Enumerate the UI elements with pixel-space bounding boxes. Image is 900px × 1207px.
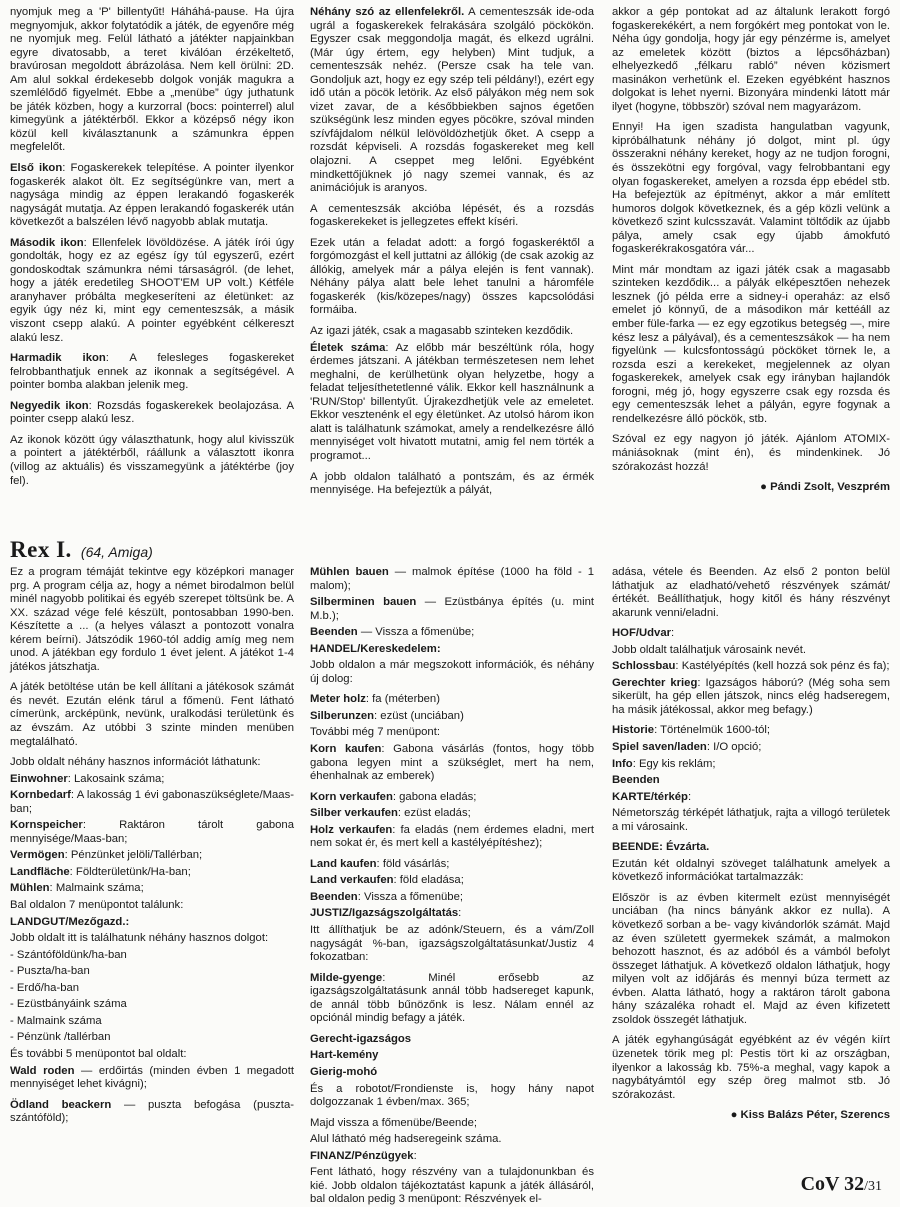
paragraph [612,121,890,256]
paragraph [10,434,294,488]
term-label: Harmadik ikon [10,352,106,365]
term-label: Historie [612,724,655,737]
page-footer [801,1172,882,1196]
column-3-bottom [612,566,890,1122]
paragraph-text: A játék betöltése után be kell állítani a játékosok számát és nevét. Ezután elénk tárul a főmenü. Fent látható címerünk, arcképünk, nevünk, uralkodási területünk és az évszám. Az utóbbi 3 szinte minden menüben megtalálható. [10,681,294,748]
paragraph-text: Először is az évben kitermelt ezüst mennyiségét unciában (ha nincs bányánk akkor ez nulla). A következő sorban a be- vagy kivándorlók számát. Majd az éven született gyermekek számát, a malmokon behozott hasznot, és az adóból és a vámból befolyt összeget láthatjuk. A következő oldalon láthatjuk, hogy milyen volt az időjárás és mennyi búza termett az évben. Alatta látható, hogy a raktáron tárolt gabona hány százaléka rohadt el. Majd az éven kifizetett zsoldok összegét láthatjuk. [612,891,890,1026]
term-label: Einwohner [10,772,68,785]
paragraph-text: - Erdő/ha-ban [10,981,80,994]
paragraph-text: Németország térképét láthatjuk, rajta a villogó területek a mi városaink. [612,807,890,833]
paragraph [612,644,890,658]
paragraph [612,807,890,834]
paragraph [612,627,890,641]
paragraph-text: : [687,790,692,803]
paragraph-text: Ezután két oldalnyi szöveget találhatunk amelyek a következő információkat tartalmazzák: [612,857,890,884]
article-subtitle: (64, Amiga) [80,544,153,560]
paragraph [10,6,294,155]
paragraph-text: Szóval ez egy nagyon jó játék. Ajánlom ATOMIX-mániásoknak (mint én), és mindenkinek. Jó szórakozást hozzá! [612,433,890,473]
paragraph-text: - Malmaink száma [10,1014,102,1027]
paragraph [310,1117,594,1131]
paragraph [310,858,594,872]
term-label: Holz verkaufen [310,823,393,836]
paragraph-text: — Vissza a főmenübe; [357,626,475,639]
paragraph-text: : Földterületünk/Ha-ban; [69,865,191,878]
paragraph-text: — erdőirtás (minden évben 1 megadott mennyiséget lehet kivágni); [10,1064,294,1091]
paragraph-text: : A felesleges fogaskereket felrobbanthatjuk ennek az ikonnak a segítségével. A pointer bomba alakban jelenik meg. [10,352,294,392]
paragraph [310,1150,594,1164]
paragraph [10,1031,294,1045]
paragraph [310,1049,594,1063]
paragraph [612,741,890,755]
term-label: Info [612,757,633,770]
paragraph [310,743,594,784]
paragraph-text: : Történelmük 1600-tól; [654,724,771,737]
paragraph-text: : fa eladás (nem érdemes eladni, mert nem sokat ér, és mert kell a kastélyépítéshez); [310,823,594,850]
paragraph-text: akkor a gép pontokat ad az általunk lerakott forgó fogaskerekékért, a nem forgókért meg pontokat von le. Néha úgy gondolja, hogy jár egy pénzérme is, amelyet az emeletek között (biztos a lépcsőházban) elhelyezkedő „félkaru rabló” néven közismert masinákon verhetünk el. Ezeken egyébként hasznos dolgokat is lehet nyerni. Bizonyára mindenki látott már ilyet (hogyne, többször) szóval nem magyarázom. [612,6,890,113]
paragraph [612,841,890,855]
article-title: Rex I. [10,537,72,562]
term-label: Milde-gyenge [310,971,383,984]
paragraph [10,400,294,427]
paragraph [612,566,890,620]
paragraph [310,824,594,851]
paragraph [10,352,294,393]
paragraph [10,789,294,816]
article-heading [10,536,300,564]
term-label: Kornbedarf [10,789,71,802]
paragraph-text: - Puszta/ha-ban [10,965,90,978]
term-label: Néhány szó az ellenfelekről. [310,6,465,18]
term-label: HOF/Udvar [612,627,672,640]
paragraph [310,1133,594,1147]
paragraph-text: : Pénzünket jelöli/Tallérban; [64,849,203,862]
column-2-bottom [310,566,595,1206]
paragraph-text: A játék egyhangúságát egyébként az év végén kiírt üzenetek törik meg pl: Pestis tört ki az országban, ilyenkor a lakosság kb. 75%-a meghal, vagy kapok a nagybátyámtól egy szép öreg malmot stb. Jó szórakozást. [612,1034,890,1101]
term-label: Silberunzen [310,709,375,722]
paragraph-text: : Lakosaink száma; [67,772,165,785]
term-label: KARTE/térkép [612,790,688,803]
paragraph [10,998,294,1012]
paragraph [612,660,890,674]
paragraph-text: Bal oldalon 7 menüpontot találunk: [10,899,184,912]
term-label: Korn verkaufen [310,790,393,803]
paragraph-text: : Minél erősebb az igazságszolgáltatásunk annál több hadsereget kapunk, de annál több bűnözőnk is lesz. Nálam ennél az opciónál mindig befagy a játék. [310,971,594,1025]
paragraph-text: - Szántóföldünk/ha-ban [10,948,127,961]
paragraph [612,791,890,805]
paragraph [612,433,890,474]
term-label: Gerechter krieg [612,676,698,689]
paragraph-text: : A lakosság 1 évi gabonaszükséglete/Maas-ban; [10,789,294,815]
term-label: LANDGUT/Mezőgazd.: [10,915,130,928]
paragraph [10,899,294,913]
paragraph [10,1065,294,1092]
paragraph [10,237,294,345]
paragraph [310,6,594,196]
term-label: Első ikon [10,162,63,175]
paragraph-text: : ezüst (unciában) [374,709,464,722]
term-label: Mühlen [10,882,50,895]
paragraph [310,874,594,888]
paragraph-text: nyomjuk meg a 'P' billentyűt! Háháhá-pause. Ha újra megnyomjuk, akkor folytatódik a játék, de egyenőre még ne nyomjuk meg. Felül látható a játékter napjainkban egyre divatosabb, a teret kiválóan érzékeltető, bravúrosan megoldott ábrázolása. Nem kell örülni: 2D. Am alul sokkal érdekesebb dolgok vonják magukra a szemlélődő figyelmét. Ebbe a „menübe” úgy juthatunk be játék közben, hogy a kurzorral (bocs: pointerrel) alul kimegyünk a játéktérből. Ekkor a középső négy ikon közül kell kiválasztanunk a számunkra éppen megfelelőt. [10,6,294,154]
paragraph [612,264,890,427]
paragraph-text: A cementeszsák ide-oda ugrál a fogaskerekek felrakására szolgáló pöckökön. Egyszer csak meggondolja magát, és elkezd ugrálni. (Már úgy értem, egy helyben) Mint tudjuk, a cementeszsák nehéz. (Persze csak ha tele van. Gondoljuk azt, hogy ez egy szép teli példány!), ezért egy idő után a pöcök letörik. Az első pályákon még nem sok vizet zavar, de a későbbiekben sajnos égetően szükségünk lesz minden egyes pöcökre, szóval minden szívfájdalom nélkül lelövöldözhetjük őket. A csepp a rozsdát képviseli. A rozsdás fogaskereket meg kell olajozni. A cseppet meg lelőni. Egyébként mindkettőjüknek jó nagy szemei vannak, és az animációjuk is aranyos. [310,6,594,195]
column-3-top [612,6,890,530]
paragraph [10,849,294,863]
author-signature [612,481,890,495]
paragraph [310,1166,594,1207]
paragraph [310,471,594,498]
term-label: Negyedik ikon [10,399,89,412]
paragraph-text: Mint már mondtam az igazi játék csak a magasabb szinteken kezdődik... a pályák elképesztően nehezek lesznek (jó példa erre a sidney-i operaház: az első emelet jó könnyű, de a másodikon már kettéáll az ember füle-farka — ez egy egzotikus betegség —, mire kész lesz a pályával), és a cementeszsákok — ha nem figyelünk — kulcsfontosságú pöcköket törnek le, a rozsda eszi a kerekeket, megjelennek az olyan fogaskerekek, amelyek csak egy irányban hajlandók forogni, még jó, hogy egyszerre csak egy rozsda és egy cementeszsák lehet a pályán, egyre fogynak a rendelkezésre álló pöckök, stb. [612,263,890,425]
paragraph-text: - Ezüstbányáink száma [10,998,127,1011]
paragraph-text: : fa (méterben) [365,693,440,706]
paragraph-text: A cementeszsák akcióba lépését, és a rozsdás fogaskerekeket is jellegzetes effekt kíséri. [310,202,594,229]
term-label: Meter holz [310,693,366,706]
paragraph [10,1015,294,1029]
paragraph-text: : Raktáron tárolt gabona mennyisége/Maas-ban; [10,819,294,845]
paragraph [612,858,890,885]
term-label: Vermögen [10,849,65,862]
paragraph-text: Majd vissza a főmenübe/Beende; [310,1116,478,1129]
paragraph [10,965,294,979]
paragraph-text: Fent látható, hogy részvény van a tulajdonunkban és kié. Jobb oldalon tájékoztatást kapunk a játék állásáról, bal oldalon pedig 3 menüpont: Részvények el- [310,1166,594,1206]
paragraph [10,916,294,930]
paragraph-text: : gabona eladás; [392,790,477,803]
column-1-top [10,6,294,530]
paragraph-text: : Vissza a főmenübe; [357,890,464,903]
paragraph-text: : föld eladása; [393,874,464,887]
paragraph-text: További még 7 menüpont: [310,726,440,739]
paragraph-text: : [458,907,462,920]
paragraph [310,807,594,821]
paragraph [612,892,890,1027]
paragraph [310,791,594,805]
paragraph-text: Jobb oldalt néhány hasznos információt láthatunk: [10,756,261,769]
paragraph-text: Ezek után a feladat adott: a forgó fogaskeréktől a forgómozgást el kell juttatni az állókig (de csak azokig az állókig, amelyek már a pálya elején is fent vannak). Néhány pálya alatt bele lehet tanulni a háromféle fogaskerék (kis/közepes/nagy) összes kapcsolódási formáiba. [310,236,594,317]
paragraph-text: Itt állíthatjuk be az adónk/Steuern, és a vám/Zoll nagyságát %-ban, igazságszolgáltatásunkat/Justiz 4 fokozatban: [310,924,594,964]
paragraph [10,882,294,896]
magazine-brand: CoV 32 [800,1173,865,1195]
term-label: Land kaufen [310,857,377,870]
term-label: Második ikon [10,236,84,249]
term-label: FINANZ/Pénzügyek [310,1149,414,1162]
paragraph [310,237,594,318]
paragraph-text: Jobb oldalt találhatjuk városaink nevét. [612,643,807,656]
paragraph [612,724,890,738]
paragraph-text: : Fogaskerekek telepítése. A pointer ilyenkor fogaskerék alakot ölt. Ez segítségünkre van, mert a nagysága mindig az éppen lerakandó fogaskerék nagyságát mutatja. Az éppen lerakandó fogaskerék után következőt a balszélen lévő nagyobb ablak mutatja. [10,162,295,229]
term-label: Silberminen bauen [310,596,417,609]
column-1-bottom [10,566,294,1125]
term-label: BEENDE: Évzárta. [612,841,710,854]
page-number: /31 [864,1179,882,1194]
term-label: Hart-kemény [310,1049,379,1062]
paragraph [612,758,890,772]
paragraph-text: Ennyi! Ha igen szadista hangulatban vagyunk, kipróbálhatunk néhány jó dolgot, mint pl. úgy összerakni néhány kereket, hogy az ne tudjon forogni, és összekötni egy forgóval, vagy felrobbantani egy olyan fogaskereket, amelyen a rozsda épp ebédel stb. Ha befejeztük az építményt, akkor a már említett humoros dolgok következnek, és a gép közli velünk a következő szint kulcsszavát. Valamint töltődik az újabb pálya, amely csak egy újabb ámokfutó fogaskerékrakosgatóra vár... [612,121,890,256]
term-label: Land verkaufen [310,874,394,887]
column-2-top [310,6,594,530]
paragraph [10,949,294,963]
term-label: HANDEL/Kereskedelem: [310,642,441,655]
paragraph [310,726,594,740]
paragraph-text: : Az előbb már beszéltünk róla, hogy érdemes játszani. A játékban természetesen nem lehet meghalni, de kerülhetünk olyan helyzetbe, hogy a feladat teljesíthetetlenné válik. Ekkor kell használnunk a 'RUN/Stop' billentyűt. Újrakezdhetjük vele az emeletet. Ekkor vesztenénk el egy életünket. Az utolsó három ikon alatt is találhatunk számokat, amely a rendelkezésre álló mennyiséget volt hivatott mutatni, amig fel nem törték a programot... [310,341,595,462]
paragraph-text: : Egy kis reklám; [632,757,716,770]
paragraph [310,1066,594,1080]
paragraph-text: adása, vétele és Beenden. Az első 2 ponton belül láthatjuk az eladható/vehető részvények számát/értékét. Beállíthatjuk, hogy kitől és hány részvényt akarunk venni/eladni. [612,566,890,619]
term-label: Silber verkaufen [310,807,398,820]
paragraph [10,932,294,946]
paragraph [10,982,294,996]
paragraph-text: És további 5 menüpontot bal oldalt: [10,1047,187,1060]
term-label: Mühlen bauen [310,566,389,578]
paragraph [10,866,294,880]
paragraph-text: — Ezüstbánya építés (u. mint M.b.); [310,596,594,622]
paragraph [10,756,294,770]
paragraph-text: : Igazságos háború? (Még soha sem sikerült, ha gép ellen játszok, nincs elég hadseregem, ha másik játékossal, akkor meg befagy.) [612,676,890,716]
paragraph [10,1048,294,1062]
term-label: Kornspeicher [10,819,83,832]
paragraph-text: : [413,1149,417,1162]
term-label: Beenden [310,626,358,639]
paragraph [310,626,594,640]
paragraph [310,203,594,230]
paragraph [310,972,594,1026]
paragraph [10,773,294,787]
paragraph-text: Alul látható még hadseregeink száma. [310,1133,502,1146]
paragraph [310,710,594,724]
paragraph-text: : Kastélyépítés (kell hozzá sok pénz és fa); [675,660,890,673]
paragraph [310,891,594,905]
term-label: Gierig-mohó [310,1065,378,1078]
paragraph-text: A jobb oldalon található a pontszám, és az érmék mennyisége. Ha befejeztük a pályát, [310,470,594,497]
term-label: Spiel saven/laden [612,741,707,754]
paragraph-text: - Pénzünk /tallérban [10,1031,111,1044]
paragraph [10,566,294,674]
paragraph [10,819,294,846]
paragraph-text: : Gabona vásárlás (fontos, hogy több gabona legyen mint a szükséglet, mert ha nem, éhenhalnak az emberek) [310,743,595,783]
paragraph [10,681,294,749]
term-label: Ödland beackern [10,1098,112,1111]
paragraph [310,566,594,593]
paragraph [310,1083,594,1110]
paragraph [612,1034,890,1102]
paragraph [310,342,594,464]
paragraph [612,6,890,114]
paragraph-text: : Ellenfelek lövöldözése. A játék írói úgy gondolták, hogy ez az egész így túl egyszerű, ezért gondoskodtak számunkra némi társaságról. (de lehet, hogy a játék eredetileg SHOOT'EM UP volt.) Kétféle aranyhaver próbálta megkeseríteni az életünket: az egyik úgy néz ki, mint egy cementeszsák, a másik viszont csepp alakú. A pointer egyébként célkereszt alakú lesz. [10,236,295,344]
term-label: Landfläche [10,865,70,878]
paragraph [310,1033,594,1047]
term-label: Életek száma [310,341,386,354]
paragraph [310,659,594,686]
paragraph [310,924,594,965]
paragraph-text: Az ikonok között úgy választhatunk, hogy alul kivisszük a pointert a játéktérből, ráállunk a választott ikonra (villog az aktuális) és visszamegyünk a játéktérbe (joy fel). [10,433,294,487]
paragraph [310,325,594,339]
paragraph [310,907,594,921]
term-label: Gerecht-igazságos [310,1032,412,1045]
term-label: Wald roden [10,1064,75,1077]
paragraph-text: Az igazi játék, csak a magasabb szinteken kezdődik. [310,325,574,338]
paragraph [310,693,594,707]
paragraph-text: : Rozsdás fogaskerekek beolajozása. A pointer csepp alakú lesz. [10,399,294,426]
paragraph [10,1099,294,1126]
term-label: JUSTIZ/Igazságszolgáltatás [310,907,459,920]
paragraph-text: : I/O opció; [706,741,762,754]
paragraph-text: : Malmaink száma; [49,882,144,895]
paragraph [612,774,890,788]
paragraph-text: : föld vásárlás; [376,857,450,870]
paragraph-text: Jobb oldalon a már megszokott információk, és néhány új dolog: [310,659,594,685]
term-label: Schlossbau [612,660,676,673]
paragraph-text: — malmok építése (1000 ha föld - 1 malom); [310,566,594,592]
term-label: Beenden [612,774,660,787]
term-label: Korn kaufen [310,743,382,756]
paragraph [612,677,890,718]
paragraph-text: : [671,627,675,640]
paragraph [10,162,294,230]
term-label: Beenden [310,890,358,903]
paragraph [310,596,594,623]
author-signature [612,1109,890,1123]
paragraph-text: És a robotot/Frondienste is, hogy hány napot dolgozzanak 1 évben/max. 365; [310,1082,594,1109]
paragraph-text: Ez a program témáját tekintve egy középkori manager prg. A program célja az, hogy a német birodalmon belül minél nagyobb politikai és egyéb szerepet töltsünk be. A XX. század vége felé készült, pontosabban 1990-ben. Készítette a ... (a helyes választ a pontozott vonalra kérem beírni). Játszódik 1960-tól addig amíg meg nem unod. A játékban egy fordulo 1 évet jelent. A játékot 1-4 játékos játszhatja. [10,566,294,673]
paragraph [310,643,594,657]
paragraph-text: Jobb oldalt itt is találhatunk néhány hasznos dolgot: [10,932,269,945]
paragraph-text: : ezüst eladás; [397,807,471,820]
signature-text: ● Pándi Zsolt, Veszprém [760,481,890,494]
signature-text: ● Kiss Balázs Péter, Szerencs [730,1109,890,1122]
paragraph-text: — puszta befogása (puszta-szántóföld); [10,1098,294,1125]
